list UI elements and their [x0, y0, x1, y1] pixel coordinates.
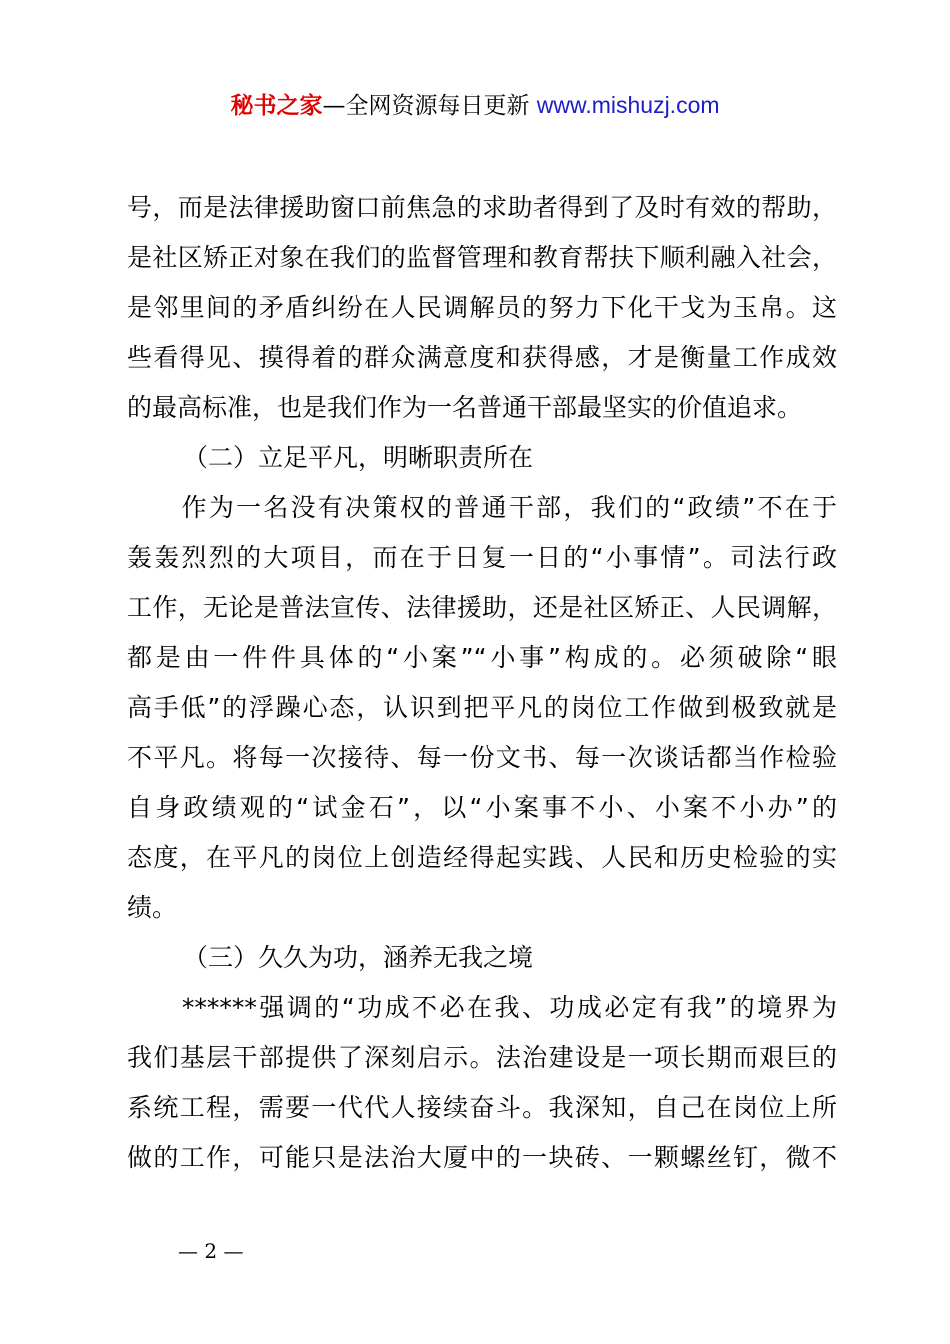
- text-line: 是邻里间的矛盾纠纷在人民调解员的努力下化干戈为玉帛。这: [127, 293, 837, 322]
- paragraph-2: [127, 483, 837, 933]
- text-line: 是社区矫正对象在我们的监督管理和教育帮扶下顺利融入社会，: [127, 243, 837, 272]
- paragraph-3: [127, 983, 837, 1183]
- text-line: 做的工作，可能只是法治大厦中的一块砖、一颗螺丝钉，微不: [127, 1143, 837, 1172]
- page-header: [0, 88, 950, 123]
- text-line: 都是由一件件具体的“小案”“小事”构成的。必须破除“眼: [127, 643, 837, 672]
- text-line: 态度，在平凡的岗位上创造经得起实践、人民和历史检验的实: [127, 843, 837, 872]
- brand-name: 秘书之家: [230, 93, 323, 119]
- text-line: 些看得见、摸得着的群众满意度和获得感，才是衡量工作成效: [127, 343, 837, 372]
- text-line: 自身政绩观的“试金石”，以“小案事不小、小案不小办”的: [127, 793, 837, 822]
- header-slogan: —全网资源每日更新: [322, 93, 530, 119]
- text-line: 系统工程，需要一代代人接续奋斗。我深知，自己在岗位上所: [127, 1093, 837, 1122]
- text-line: 我们基层干部提供了深刻启示。法治建设是一项长期而艰巨的: [127, 1043, 837, 1072]
- text-line: 绩。: [127, 893, 178, 922]
- document-body: [127, 183, 837, 1183]
- section-heading-2: （二）立足平凡，明晰职责所在: [183, 443, 534, 472]
- header-url[interactable]: www.mishuzj.com: [536, 92, 720, 118]
- text-line: 不平凡。将每一次接待、每一份文书、每一次谈话都当作检验: [127, 743, 837, 772]
- text-line: 轰轰烈烈的大项目，而在于日复一日的“小事情”。司法行政: [127, 543, 837, 572]
- text-line: 工作，无论是普法宣传、法律援助，还是社区矫正、人民调解，: [127, 593, 837, 622]
- text-line: 作为一名没有决策权的普通干部，我们的“政绩”不在于: [127, 493, 837, 522]
- text-line: 高手低”的浮躁心态，认识到把平凡的岗位工作做到极致就是: [127, 693, 837, 722]
- text-line: 号，而是法律援助窗口前焦急的求助者得到了及时有效的帮助，: [127, 193, 837, 222]
- page-number: — 2 —: [178, 1239, 244, 1263]
- text-line: 的最高标准，也是我们作为一名普通干部最坚实的价值追求。: [127, 393, 803, 422]
- paragraph-1: [127, 183, 837, 433]
- text-line: ******强调的“功成不必在我、功成必定有我”的境界为: [127, 993, 837, 1022]
- section-heading-3: （三）久久为功，涵养无我之境: [183, 943, 534, 972]
